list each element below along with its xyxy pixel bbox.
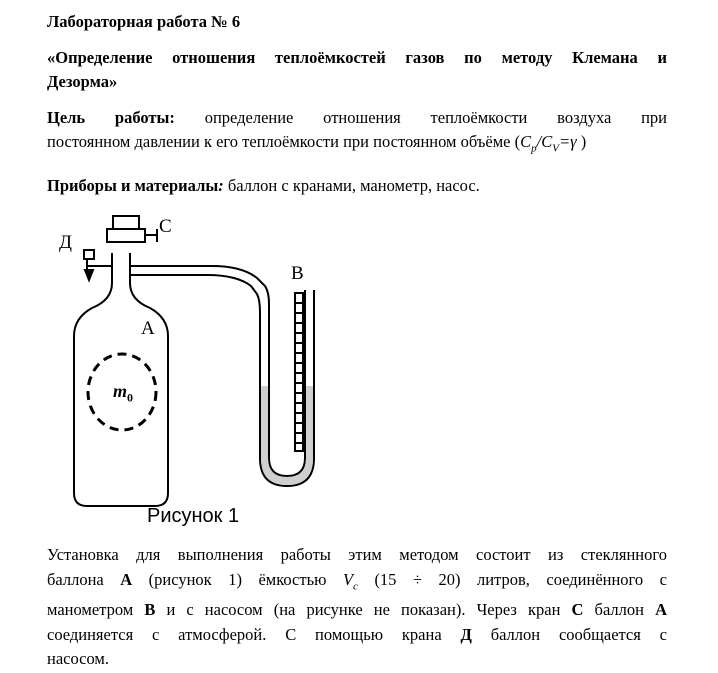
label-d: Д bbox=[59, 232, 72, 253]
valve-c-body bbox=[107, 229, 145, 242]
formula bbox=[520, 132, 577, 155]
goal-line-2 bbox=[47, 130, 667, 160]
label-b: В bbox=[291, 263, 304, 284]
body-paragraph bbox=[47, 543, 667, 672]
label-m-sub: 0 bbox=[127, 390, 134, 405]
body-l4b: Д bbox=[460, 624, 472, 644]
formula-c-2: C bbox=[541, 132, 553, 151]
label-m: m bbox=[113, 381, 128, 401]
devices-colon: : bbox=[218, 176, 224, 195]
body-line-5: насосом. bbox=[47, 649, 109, 669]
formula-close: ) bbox=[576, 132, 587, 151]
body-l3b: В bbox=[144, 600, 156, 620]
label-c: С bbox=[159, 216, 172, 237]
body-l2c: (рисунок 1) ёмкостью bbox=[132, 569, 343, 589]
valve-d bbox=[84, 250, 112, 280]
devices-label: Приборы и материалы bbox=[47, 176, 219, 195]
body-l2f: (15 ÷ 20) литров, соединённого с bbox=[357, 569, 667, 589]
body-l3f: А bbox=[655, 600, 667, 620]
manometer-scale bbox=[295, 293, 303, 451]
label-a: А bbox=[141, 318, 155, 339]
body-line-4 bbox=[47, 623, 667, 648]
connecting-tube bbox=[130, 266, 314, 486]
subtitle-line-2: Дезорма» bbox=[47, 72, 118, 91]
formula-slash: / bbox=[536, 132, 542, 151]
body-l3e: баллон bbox=[583, 600, 656, 620]
goal-text-1: определение отношения теплоёмкости воздуха при bbox=[174, 108, 667, 127]
devices-text: баллон с кранами, манометр, насос. bbox=[223, 176, 480, 195]
body-l3d: С bbox=[571, 600, 584, 620]
valve-d-nozzle bbox=[85, 270, 93, 280]
valve-c-cap bbox=[113, 216, 139, 229]
tube-inner bbox=[130, 275, 314, 486]
apparatus-diagram bbox=[47, 208, 687, 538]
body-line-1: Установка для выполнения работы этим методом состоит из стеклянного bbox=[47, 545, 667, 564]
formula-p-sub: p bbox=[531, 142, 537, 155]
lab-title: Лабораторная работа № 6 bbox=[47, 12, 241, 31]
subtitle-line-1: «Определение отношения теплоёмкостей газов по методу Клемана и bbox=[47, 48, 667, 67]
figure-1 bbox=[47, 208, 687, 538]
goal-label: Цель работы: bbox=[47, 108, 175, 127]
formula-c: C bbox=[520, 132, 532, 151]
body-l2d: V bbox=[342, 569, 354, 589]
body-l3a: манометром bbox=[47, 600, 145, 620]
body-l2e: c bbox=[353, 579, 358, 592]
body-l3c: и с насосом (на рисунке не показан). Через кран bbox=[155, 600, 572, 620]
valve-c bbox=[107, 216, 157, 242]
devices-line bbox=[47, 174, 480, 198]
goal-paragraph bbox=[47, 106, 667, 160]
valve-d-cap bbox=[84, 250, 94, 259]
body-line-3 bbox=[47, 598, 667, 623]
formula-v-sub: V bbox=[552, 142, 559, 155]
goal-line-1 bbox=[47, 106, 667, 130]
body-l2a: баллона bbox=[47, 569, 121, 589]
formula-eq: =γ bbox=[558, 132, 577, 151]
lab-subtitle bbox=[47, 46, 667, 94]
figure-caption: Рисунок 1 bbox=[147, 505, 240, 527]
body-l4c: баллон сообщается с bbox=[471, 624, 668, 644]
body-l4a: соединяется с атмосферой. С помощью крана bbox=[47, 624, 461, 644]
goal-text-2: постоянном давлении к его теплоёмкости при постоянном объёме ( bbox=[47, 132, 521, 151]
label-m0 bbox=[113, 381, 133, 406]
body-l2b: А bbox=[120, 569, 133, 589]
body-line-2 bbox=[47, 568, 667, 599]
tube-outer bbox=[130, 266, 305, 476]
